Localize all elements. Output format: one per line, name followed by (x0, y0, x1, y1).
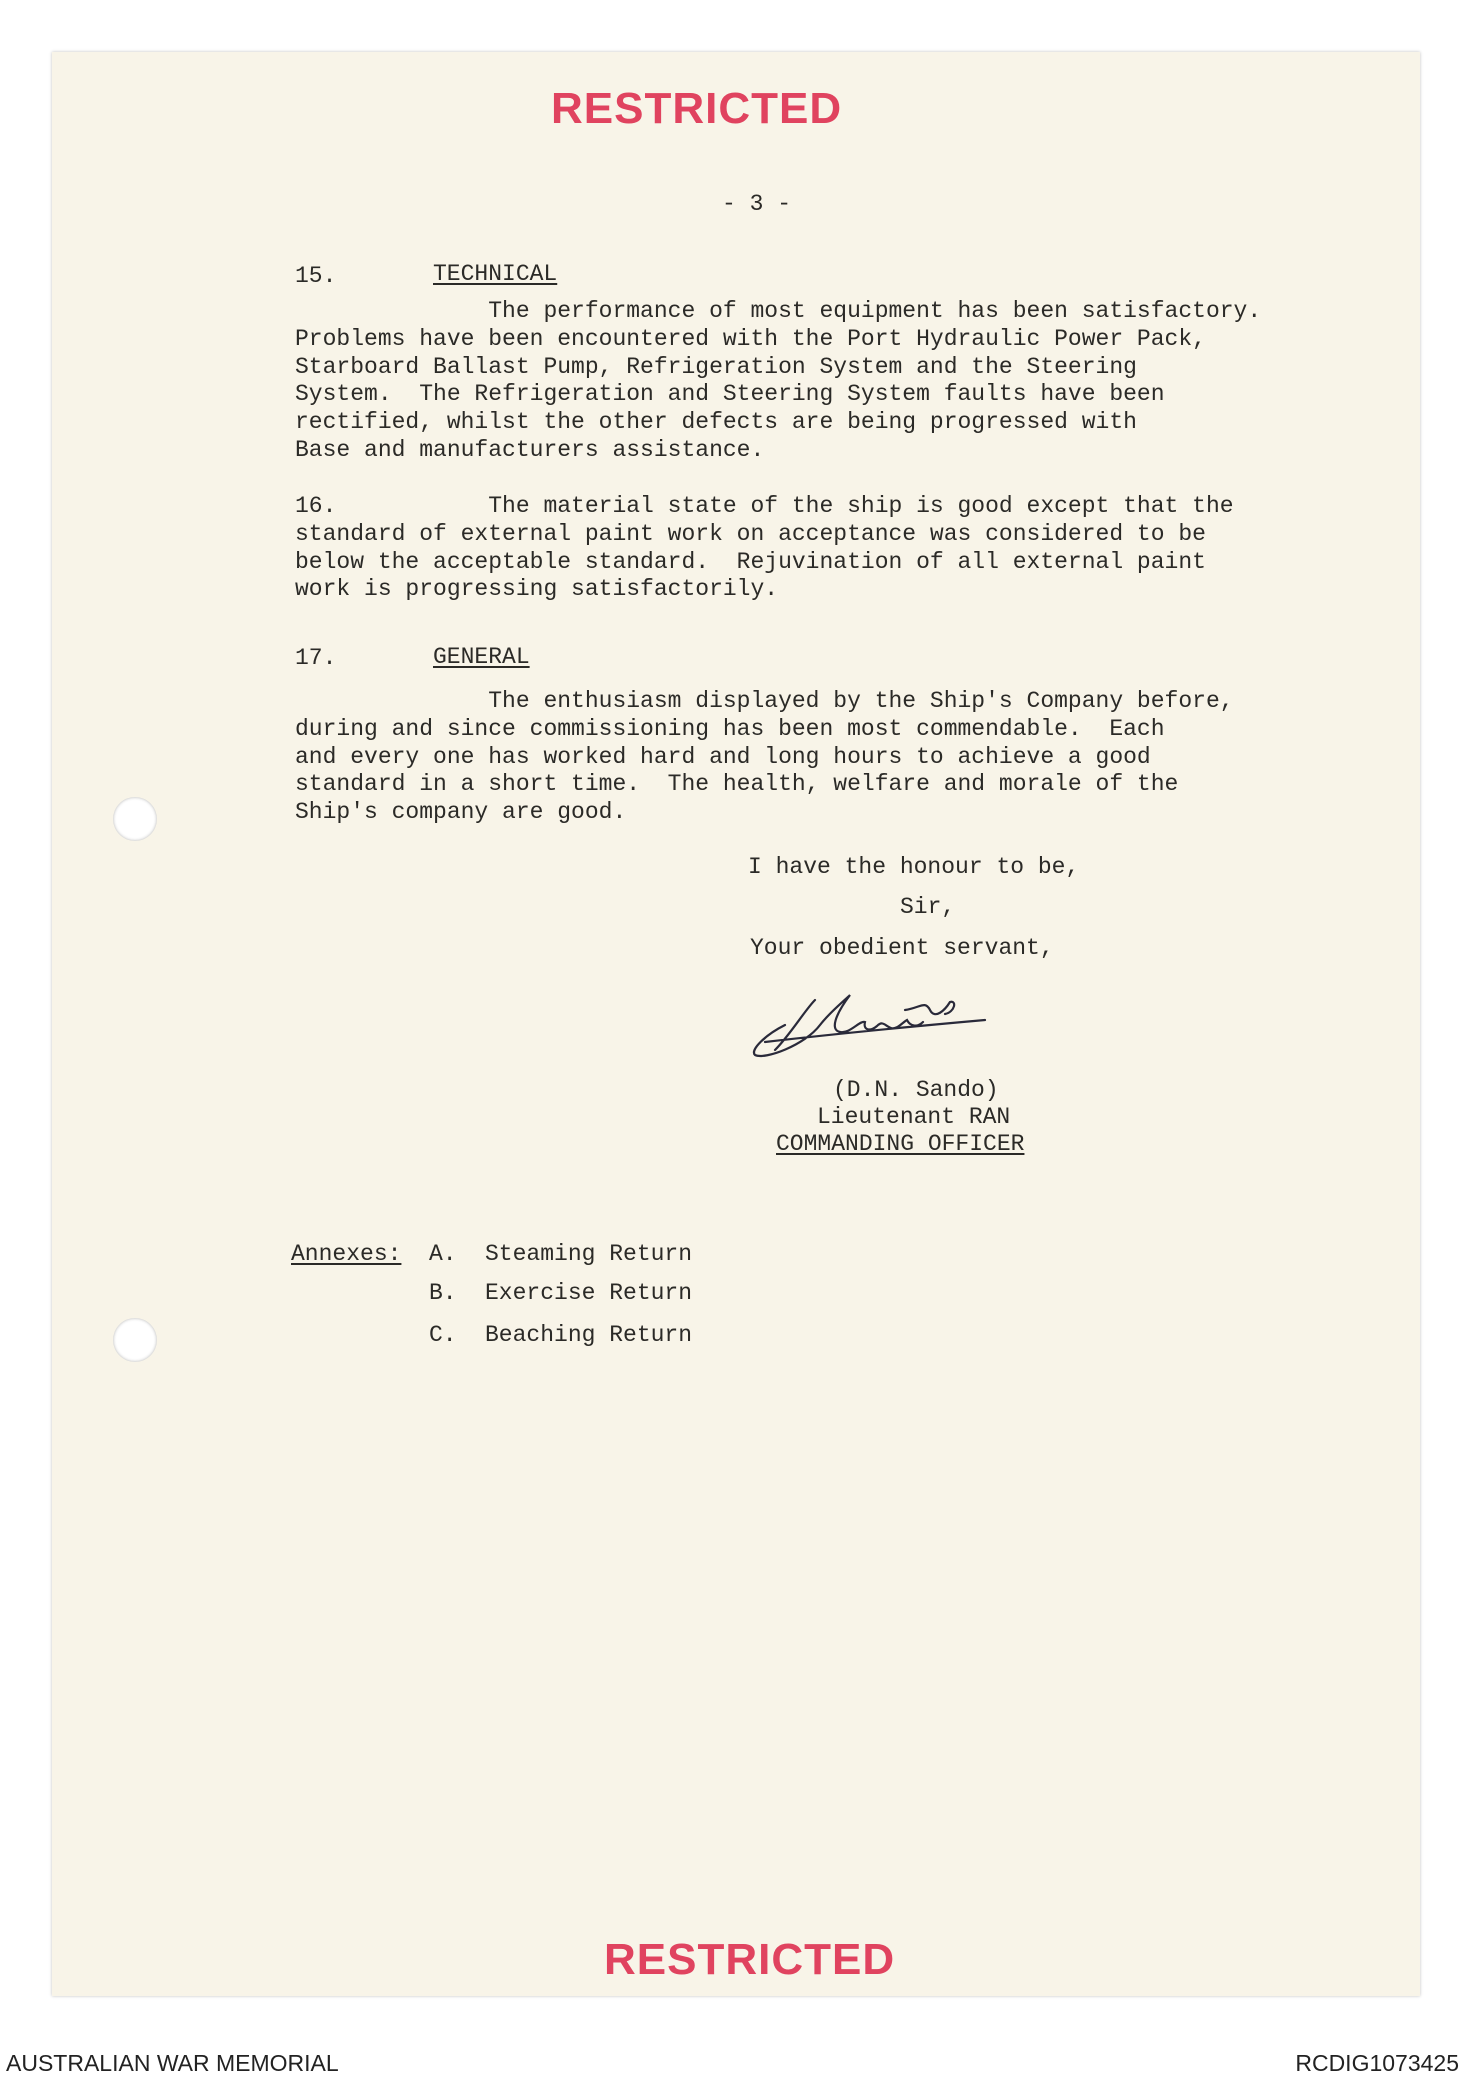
restricted-stamp-bottom: RESTRICTED (604, 1935, 896, 1984)
section-15-number: 15. (295, 263, 337, 289)
closing-line-3: Your obedient servant, (750, 935, 1054, 961)
signatory-title: COMMANDING OFFICER (776, 1131, 1025, 1157)
annex-b-letter: B. (429, 1280, 457, 1306)
page-number: - 3 - (722, 191, 792, 217)
punch-hole (113, 797, 157, 841)
section-17-heading: GENERAL (433, 644, 530, 670)
footer-archive-name: AUSTRALIAN WAR MEMORIAL (6, 2050, 339, 2076)
annex-a-text: Steaming Return (485, 1241, 693, 1267)
annex-c-text: Beaching Return (485, 1322, 693, 1348)
punch-hole (113, 1318, 157, 1362)
footer-record-id: RCDIG1073425 (1295, 2050, 1459, 2076)
signatory-name: (D.N. Sando) (833, 1077, 999, 1103)
section-16-paragraph: 16. The material state of the ship is good except that the standard of external paint work on acceptance was considered to be below the acceptable standard. Rejuvination of all external paint work is progressing satisfactorily. (295, 493, 1234, 603)
annex-b-text: Exercise Return (485, 1280, 693, 1306)
closing-line-2: Sir, (900, 894, 956, 920)
closing-line-1: I have the honour to be, (748, 854, 1080, 880)
annex-a-letter: A. (429, 1241, 457, 1267)
annex-c-letter: C. (429, 1322, 457, 1348)
annexes-label: Annexes: (291, 1241, 402, 1267)
section-17-number: 17. (295, 645, 337, 671)
signatory-rank: Lieutenant RAN (817, 1104, 1011, 1130)
section-17-paragraph: The enthusiasm displayed by the Ship's Company before, during and since commissioning has been most commendable. Each and every one has worked hard and long hours to achieve a good standard in a short time. The health, welfare and morale of the Ship's company are good. (295, 688, 1234, 826)
section-15-paragraph: The performance of most equipment has been satisfactory. Problems have been encountered with the Port Hydraulic Power Pack, Starboard Ballast Pump, Refrigeration System and the Steering System. The Refrigeration and Steering System faults have been rectified, whilst the other defects are being progressed with Base and manufacturers assistance. (295, 298, 1262, 463)
restricted-stamp-top: RESTRICTED (551, 84, 843, 133)
section-15-heading: TECHNICAL (433, 261, 558, 287)
signature-image (745, 980, 1015, 1060)
